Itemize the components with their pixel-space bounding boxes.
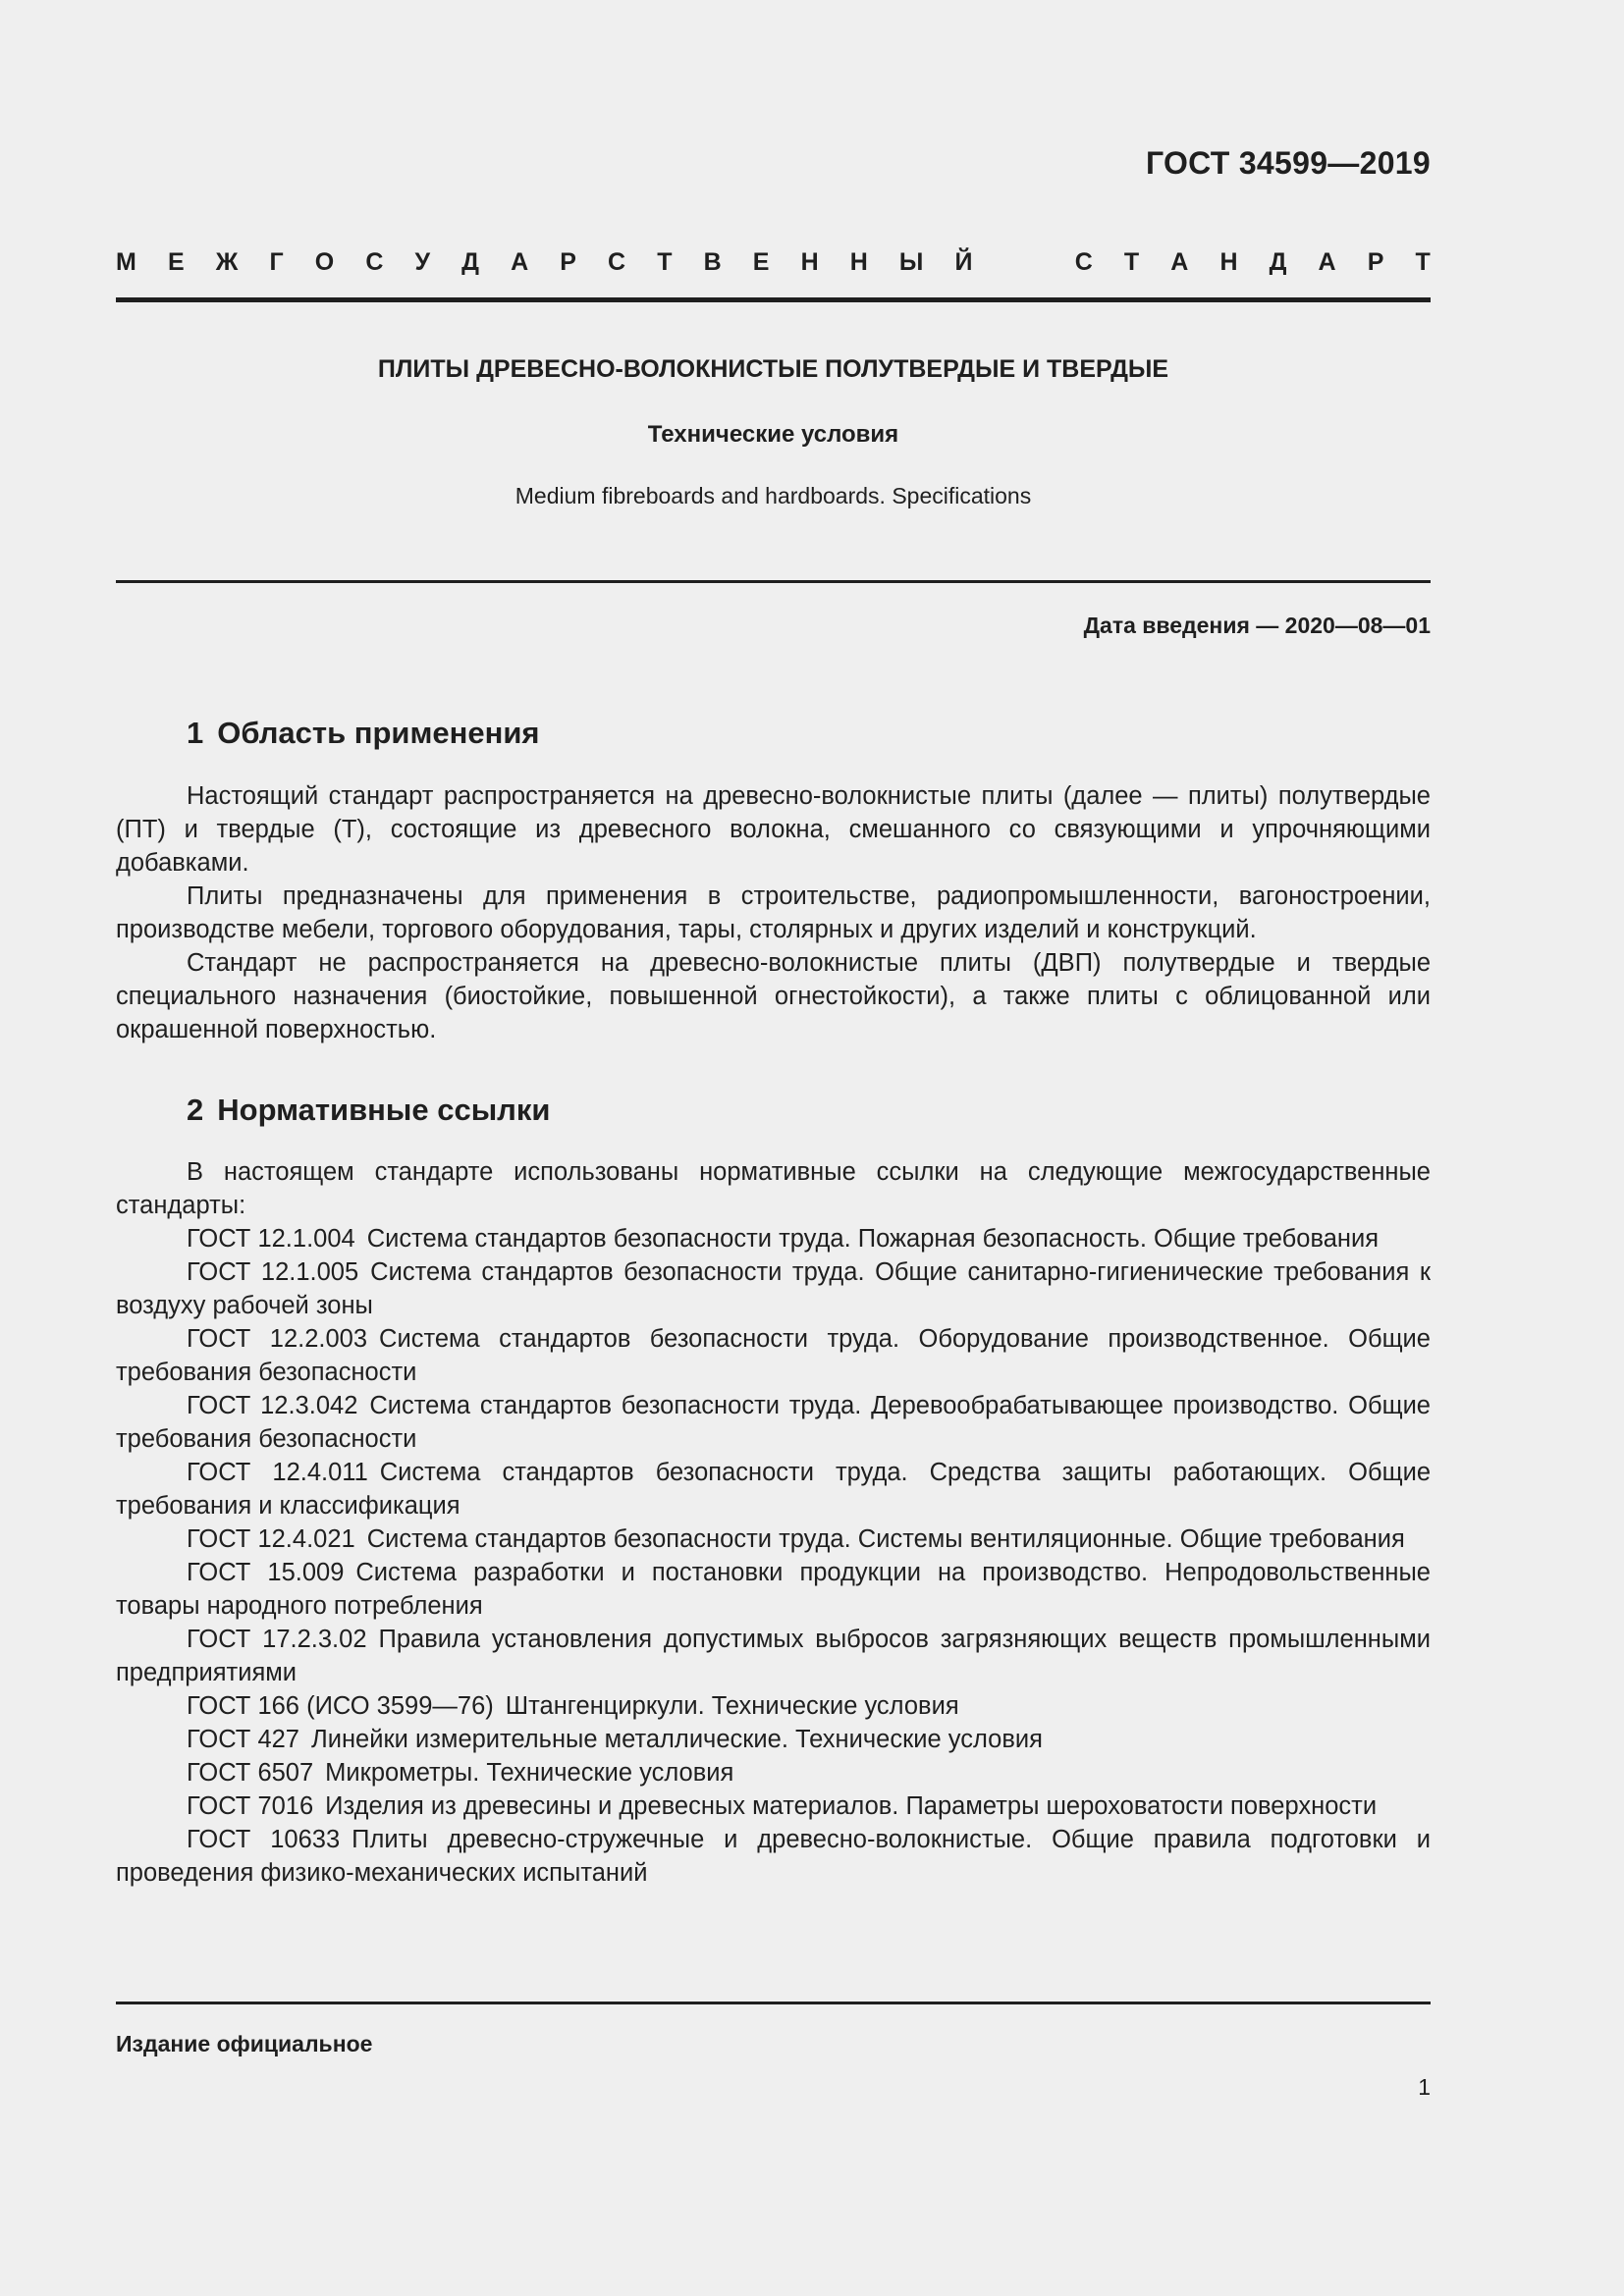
paragraph: Настоящий стандарт распространяется на древесно-волокнистые плиты (далее — плиты) полутвердые (ПТ) и твердые (Т), состоящие из древесного волокна, смешанного со связующими и упрочняющими добавками. <box>116 782 1431 877</box>
section-heading-scope <box>187 716 540 751</box>
banner-letter: Н <box>1219 248 1238 276</box>
official-edition-note: Издание официальное <box>116 2031 373 2056</box>
banner-letter: Ы <box>898 248 924 276</box>
reference-code: ГОСТ 10633 <box>187 1826 341 1853</box>
introduction-date: Дата введения — 2020—08—01 <box>1083 613 1431 638</box>
title-divider <box>116 580 1431 583</box>
section-number: 2 <box>187 1093 204 1127</box>
reference-item <box>116 1756 1431 1789</box>
reference-item <box>116 1456 1431 1522</box>
paragraph: Стандарт не распространяется на древесно-волокнистые плиты (ДВП) полутвердые и твердые специального назначения (биостойкие, повышенной огнестойкости), а также плиты с облицованной или окрашенной поверхностью. <box>116 949 1431 1043</box>
banner-letter: Ж <box>215 248 239 276</box>
reference-code: ГОСТ 12.4.021 <box>187 1525 355 1553</box>
section-number: 1 <box>187 716 204 750</box>
header-divider <box>116 297 1431 302</box>
document-subtitle: Технические условия <box>647 421 899 448</box>
reference-code: ГОСТ 166 (ИСО 3599—76) <box>187 1692 494 1720</box>
banner-letter: Н <box>800 248 819 276</box>
reference-item <box>116 1723 1431 1756</box>
banner-letter: А <box>1318 248 1336 276</box>
section-title: Нормативные ссылки <box>217 1093 551 1127</box>
banner-letter: Д <box>461 248 479 276</box>
document-title: ПЛИТЫ ДРЕВЕСНО-ВОЛОКНИСТЫЕ ПОЛУТВЕРДЫЕ И ТВЕРДЫЕ <box>377 355 1169 383</box>
banner-letter: Р <box>1367 248 1384 276</box>
reference-code: ГОСТ 7016 <box>187 1792 314 1820</box>
banner-letter: Е <box>752 248 770 276</box>
interstate-standard-banner <box>116 248 1431 277</box>
reference-item <box>116 1623 1431 1689</box>
banner-letter: С <box>608 248 626 276</box>
english-title: Medium fibreboards and hardboards. Specifications <box>514 483 1032 508</box>
banner-letter: С <box>1074 248 1093 276</box>
section-scope-body <box>116 779 1431 1046</box>
reference-title: Система стандартов безопасности труда. Пожарная безопасность. Общие требования <box>366 1225 1380 1253</box>
reference-item <box>116 1522 1431 1556</box>
banner-letter: Т <box>1123 248 1140 276</box>
banner-letter: Е <box>167 248 185 276</box>
reference-title: Система разработки и постановки продукции на производство. Непродовольственные товары народного потребления <box>116 1559 1431 1620</box>
banner-letter: Т <box>657 248 673 276</box>
reference-item <box>116 1823 1431 1890</box>
reference-title: Линейки измерительные металлические. Технические условия <box>311 1726 1043 1753</box>
reference-title: Система стандартов безопасности труда. Деревообрабатывающее производство. Общие требования безопасности <box>116 1392 1431 1453</box>
reference-item <box>116 1789 1431 1823</box>
banner-letter: Й <box>954 248 973 276</box>
reference-code: ГОСТ 6507 <box>187 1759 314 1787</box>
reference-code: ГОСТ 17.2.3.02 <box>187 1626 367 1653</box>
banner-letter: А <box>1170 248 1189 276</box>
paragraph: Плиты предназначены для применения в строительстве, радиопромышленности, вагоностроении, производстве мебели, торгового оборудования, тары, столярных и других изделий и конструкций. <box>116 882 1431 943</box>
banner-letter: Р <box>560 248 576 276</box>
banner-word-gap <box>1004 248 1044 277</box>
banner-letter: С <box>365 248 384 276</box>
banner-letter: У <box>414 248 431 276</box>
reference-item <box>116 1689 1431 1723</box>
section-title: Область применения <box>217 716 540 750</box>
reference-title: Штангенциркули. Технические условия <box>505 1692 959 1720</box>
reference-code: ГОСТ 15.009 <box>187 1559 345 1586</box>
banner-letter: М <box>116 248 136 276</box>
reference-code: ГОСТ 12.1.004 <box>187 1225 355 1253</box>
reference-title: Система стандартов безопасности труда. Оборудование производственное. Общие требования безопасности <box>116 1325 1431 1386</box>
reference-code: ГОСТ 12.2.003 <box>187 1325 368 1353</box>
banner-letter: Д <box>1269 248 1287 276</box>
banner-letter: Т <box>1415 248 1431 276</box>
reference-title: Система стандартов безопасности труда. Системы вентиляционные. Общие требования <box>366 1525 1405 1553</box>
reference-title: Плиты древесно-стружечные и древесно-волокнистые. Общие правила подготовки и проведения физико-механических испытаний <box>116 1826 1431 1887</box>
reference-title: Система стандартов безопасности труда. Средства защиты работающих. Общие требования и классификация <box>116 1459 1431 1520</box>
reference-code: ГОСТ 12.3.042 <box>187 1392 358 1419</box>
reference-title: Микрометры. Технические условия <box>325 1759 734 1787</box>
reference-code: ГОСТ 12.1.005 <box>187 1258 359 1286</box>
banner-letter: Н <box>849 248 868 276</box>
reference-title: Правила установления допустимых выбросов загрязняющих веществ промышленными предприятиями <box>116 1626 1431 1686</box>
reference-item <box>116 1222 1431 1255</box>
banner-letter: Г <box>269 248 284 276</box>
section-heading-references <box>187 1093 550 1128</box>
banner-letter: О <box>314 248 335 276</box>
page-number: 1 <box>1418 2074 1431 2100</box>
standard-number: ГОСТ 34599—2019 <box>1145 145 1431 181</box>
banner-letter: А <box>511 248 529 276</box>
reference-item <box>116 1322 1431 1389</box>
reference-title: Система стандартов безопасности труда. Общие санитарно-гигиенические требования к воздуху рабочей зоны <box>116 1258 1432 1319</box>
reference-item <box>116 1389 1431 1456</box>
paragraph: В настоящем стандарте использованы нормативные ссылки на следующие межгосударственные стандарты: <box>116 1158 1431 1219</box>
section-references-body <box>116 1155 1431 1890</box>
reference-item <box>116 1556 1431 1623</box>
reference-title: Изделия из древесины и древесных материалов. Параметры шероховатости поверхности <box>325 1792 1378 1820</box>
banner-letter: В <box>703 248 722 276</box>
reference-code: ГОСТ 427 <box>187 1726 299 1753</box>
reference-code: ГОСТ 12.4.011 <box>187 1459 368 1486</box>
reference-item <box>116 1255 1431 1322</box>
footer-divider <box>116 2002 1431 2004</box>
